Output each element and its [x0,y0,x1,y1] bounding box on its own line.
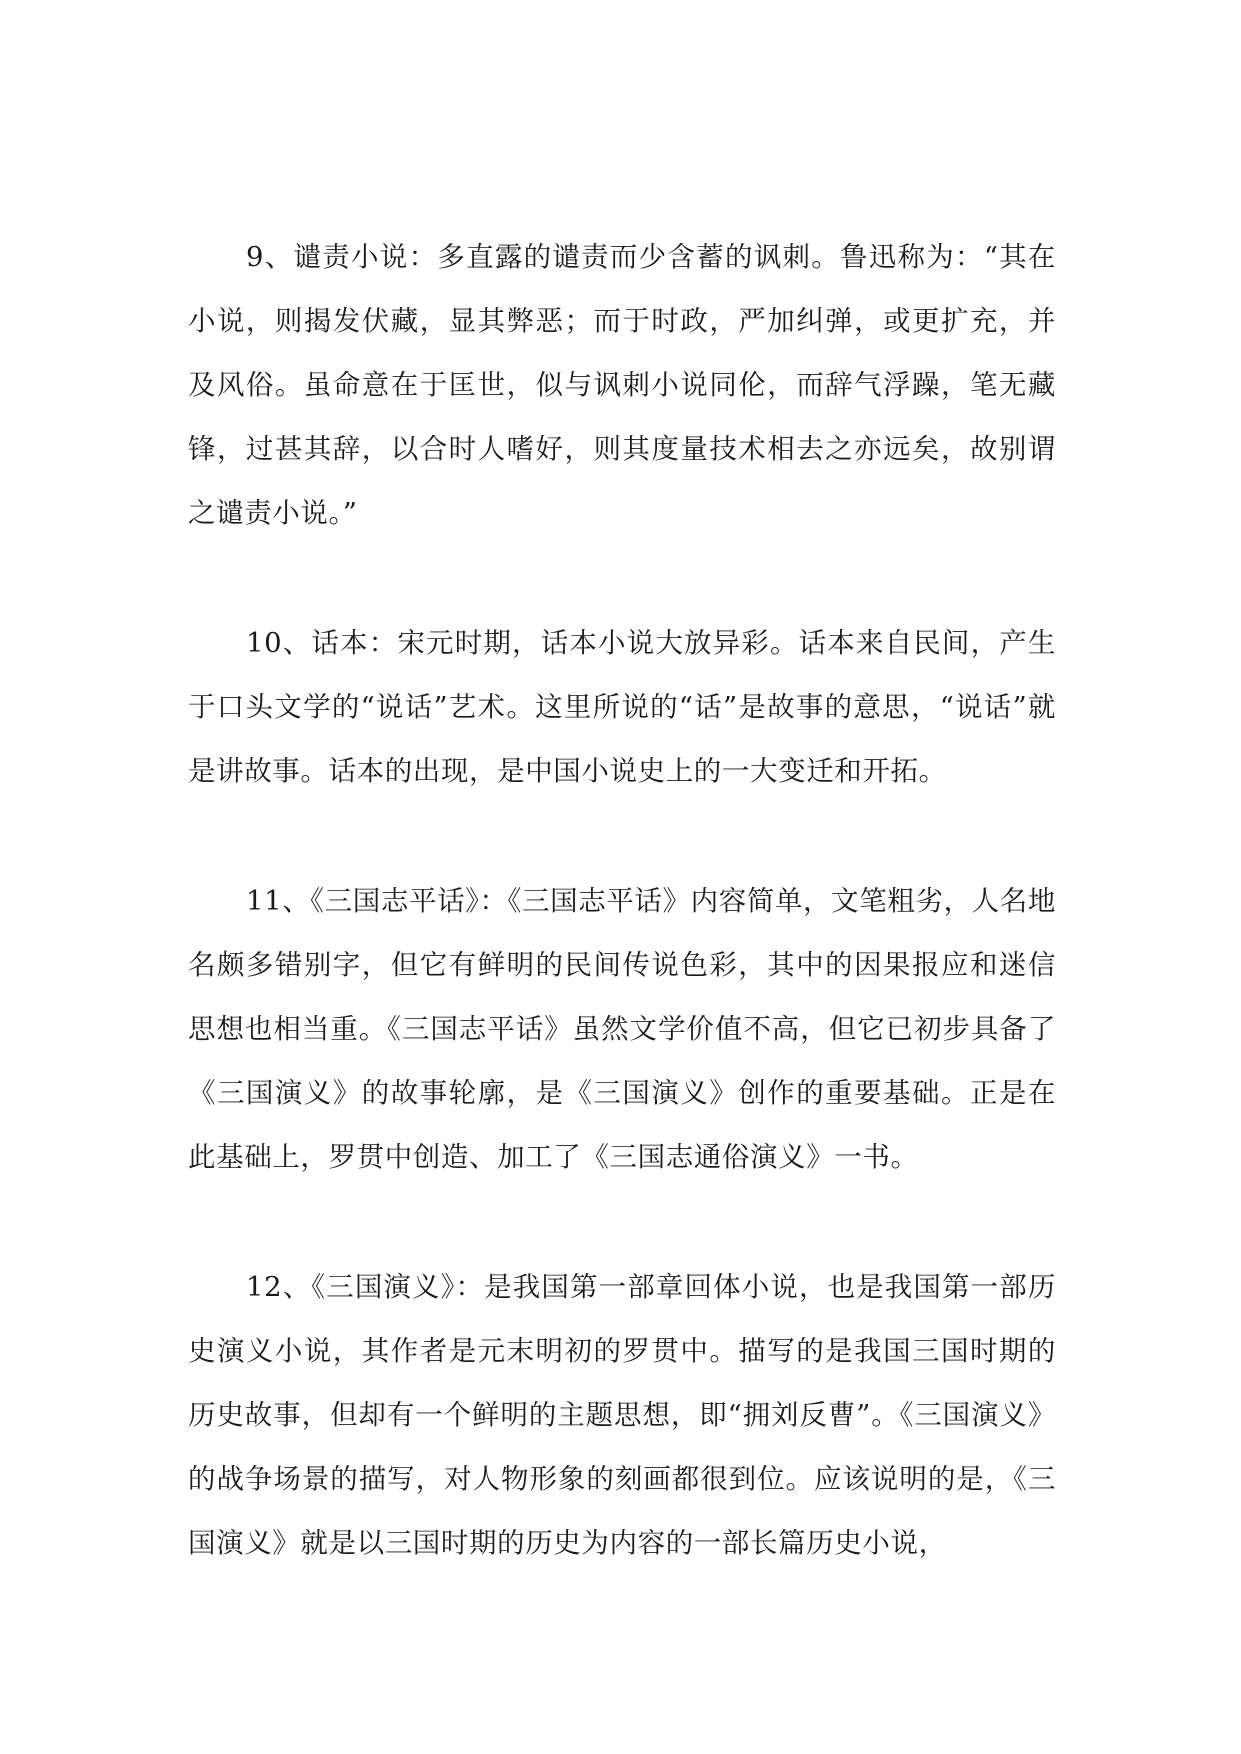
paragraph-9: 9、谴责小说：多直露的谴责而少含蓄的讽刺。鲁迅称为：“其在小说，则揭发伏藏，显其弊恶；而于时政，严加纠弹，或更扩充，并及风俗。虽命意在于匡世，似与讽刺小说同伦，而辞气浮躁，笔无藏锋，过甚其辞，以合时人嗜好，则其度量技术相去之亦远矣，故别谓之谴责小说。” [188,241,1056,529]
paragraph-10: 10、话本：宋元时期，话本小说大放异彩。话本来自民间，产生于口头文学的“说话”艺术。这里所说的“话”是故事的意思，“说话”就是讲故事。话本的出现，是中国小说史上的一大变迁和开拓。 [188,627,1056,787]
paragraph-12: 12、《三国演义》：是我国第一部章回体小说，也是我国第一部历史演义小说，其作者是元末明初的罗贯中。描写的是我国三国时期的历史故事，但却有一个鲜明的主题思想，即“拥刘反曹”。《三国演义》的战争场景的描写，对人物形象的刻画都很到位。应该说明的是，《三国演义》就是以三国时期的历史为内容的一部长篇历史小说， [188,1271,1056,1559]
paragraph-11: 11、《三国志平话》：《三国志平话》内容简单，文笔粗劣，人名地名颇多错别字，但它有鲜明的民间传说色彩，其中的因果报应和迷信思想也相当重。《三国志平话》虽然文学价值不高，但它已初步具备了《三国演义》的故事轮廓，是《三国演义》创作的重要基础。正是在此基础上，罗贯中创造、加工了《三国志通俗演义》一书。 [188,885,1056,1173]
document-body [188,225,1056,1575]
